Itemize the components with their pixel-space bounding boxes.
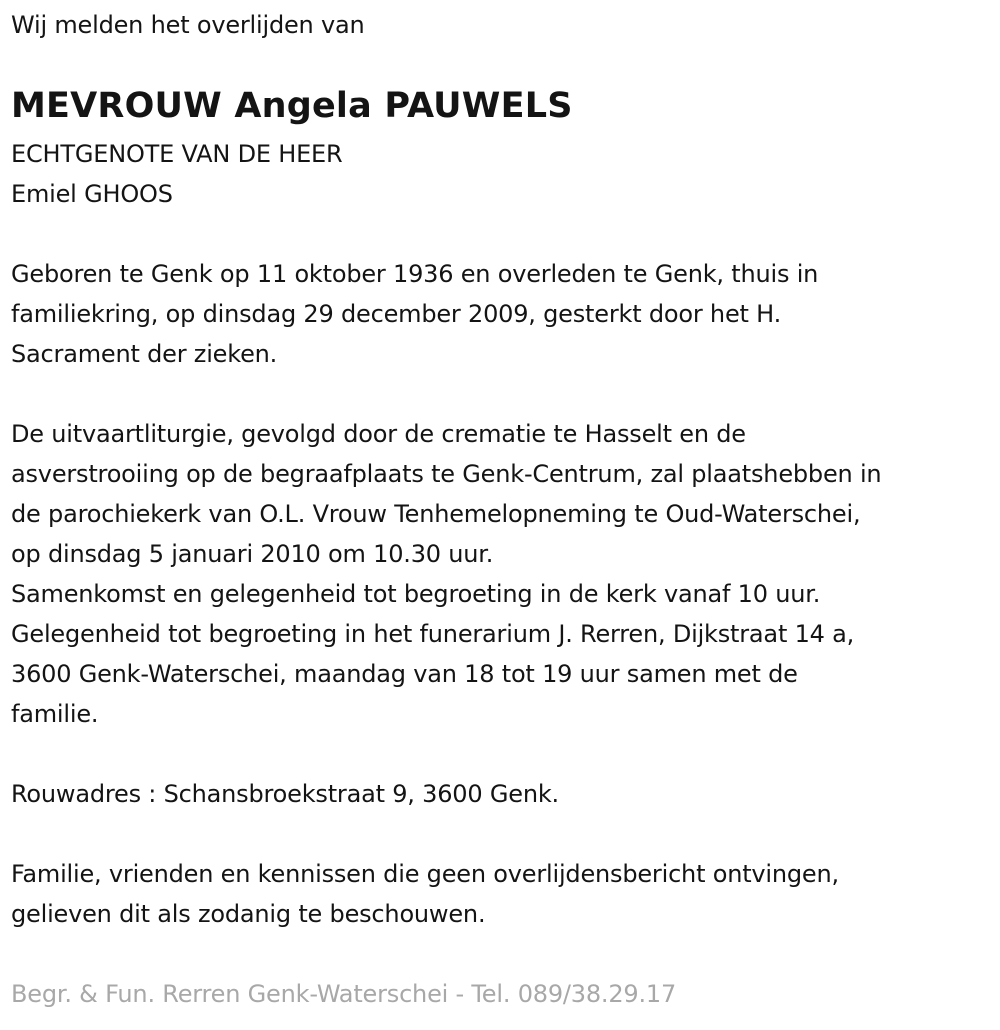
funeral-home-footer: Begr. & Fun. Rerren Genk-Waterschei - Tel. 089/38.29.17 xyxy=(11,980,677,1008)
paragraph-line: familiekring, op dinsdag 29 december 2009, gesterkt door het H. xyxy=(11,300,782,328)
spouse-name: Emiel GHOOS xyxy=(11,180,173,208)
paragraph-line: Gelegenheid tot begroeting in het funerarium J. Rerren, Dijkstraat 14 a, xyxy=(11,620,855,648)
paragraph-line: Familie, vrienden en kennissen die geen overlijdensbericht ontvingen, xyxy=(11,860,839,888)
mourning-address: Rouwadres : Schansbroekstraat 9, 3600 Genk. xyxy=(11,780,559,808)
funeral-paragraph xyxy=(11,414,881,734)
deceased-name: MEVROUW Angela PAUWELS xyxy=(11,86,573,126)
paragraph-line: 3600 Genk-Waterschei, maandag van 18 tot 19 uur samen met de xyxy=(11,660,798,688)
paragraph-line: familie. xyxy=(11,700,99,728)
paragraph-line: De uitvaartliturgie, gevolgd door de crematie te Hasselt en de xyxy=(11,420,746,448)
paragraph-line: Samenkomst en gelegenheid tot begroeting in de kerk vanaf 10 uur. xyxy=(11,580,821,608)
spouse-section xyxy=(11,134,343,214)
intro-text: Wij melden het overlijden van xyxy=(11,11,365,39)
paragraph-line: op dinsdag 5 januari 2010 om 10.30 uur. xyxy=(11,540,494,568)
paragraph-line: Geboren te Genk op 11 oktober 1936 en overleden te Genk, thuis in xyxy=(11,260,819,288)
notice-paragraph xyxy=(11,854,839,934)
paragraph-line: de parochiekerk van O.L. Vrouw Tenhemelopneming te Oud-Waterschei, xyxy=(11,500,861,528)
spouse-title: ECHTGENOTE VAN DE HEER xyxy=(11,140,343,168)
paragraph-line: asverstrooiing op de begraafplaats te Genk-Centrum, zal plaatshebben in xyxy=(11,460,882,488)
paragraph-line: Sacrament der zieken. xyxy=(11,340,278,368)
paragraph-line: gelieven dit als zodanig te beschouwen. xyxy=(11,900,486,928)
birth-death-paragraph xyxy=(11,254,818,374)
